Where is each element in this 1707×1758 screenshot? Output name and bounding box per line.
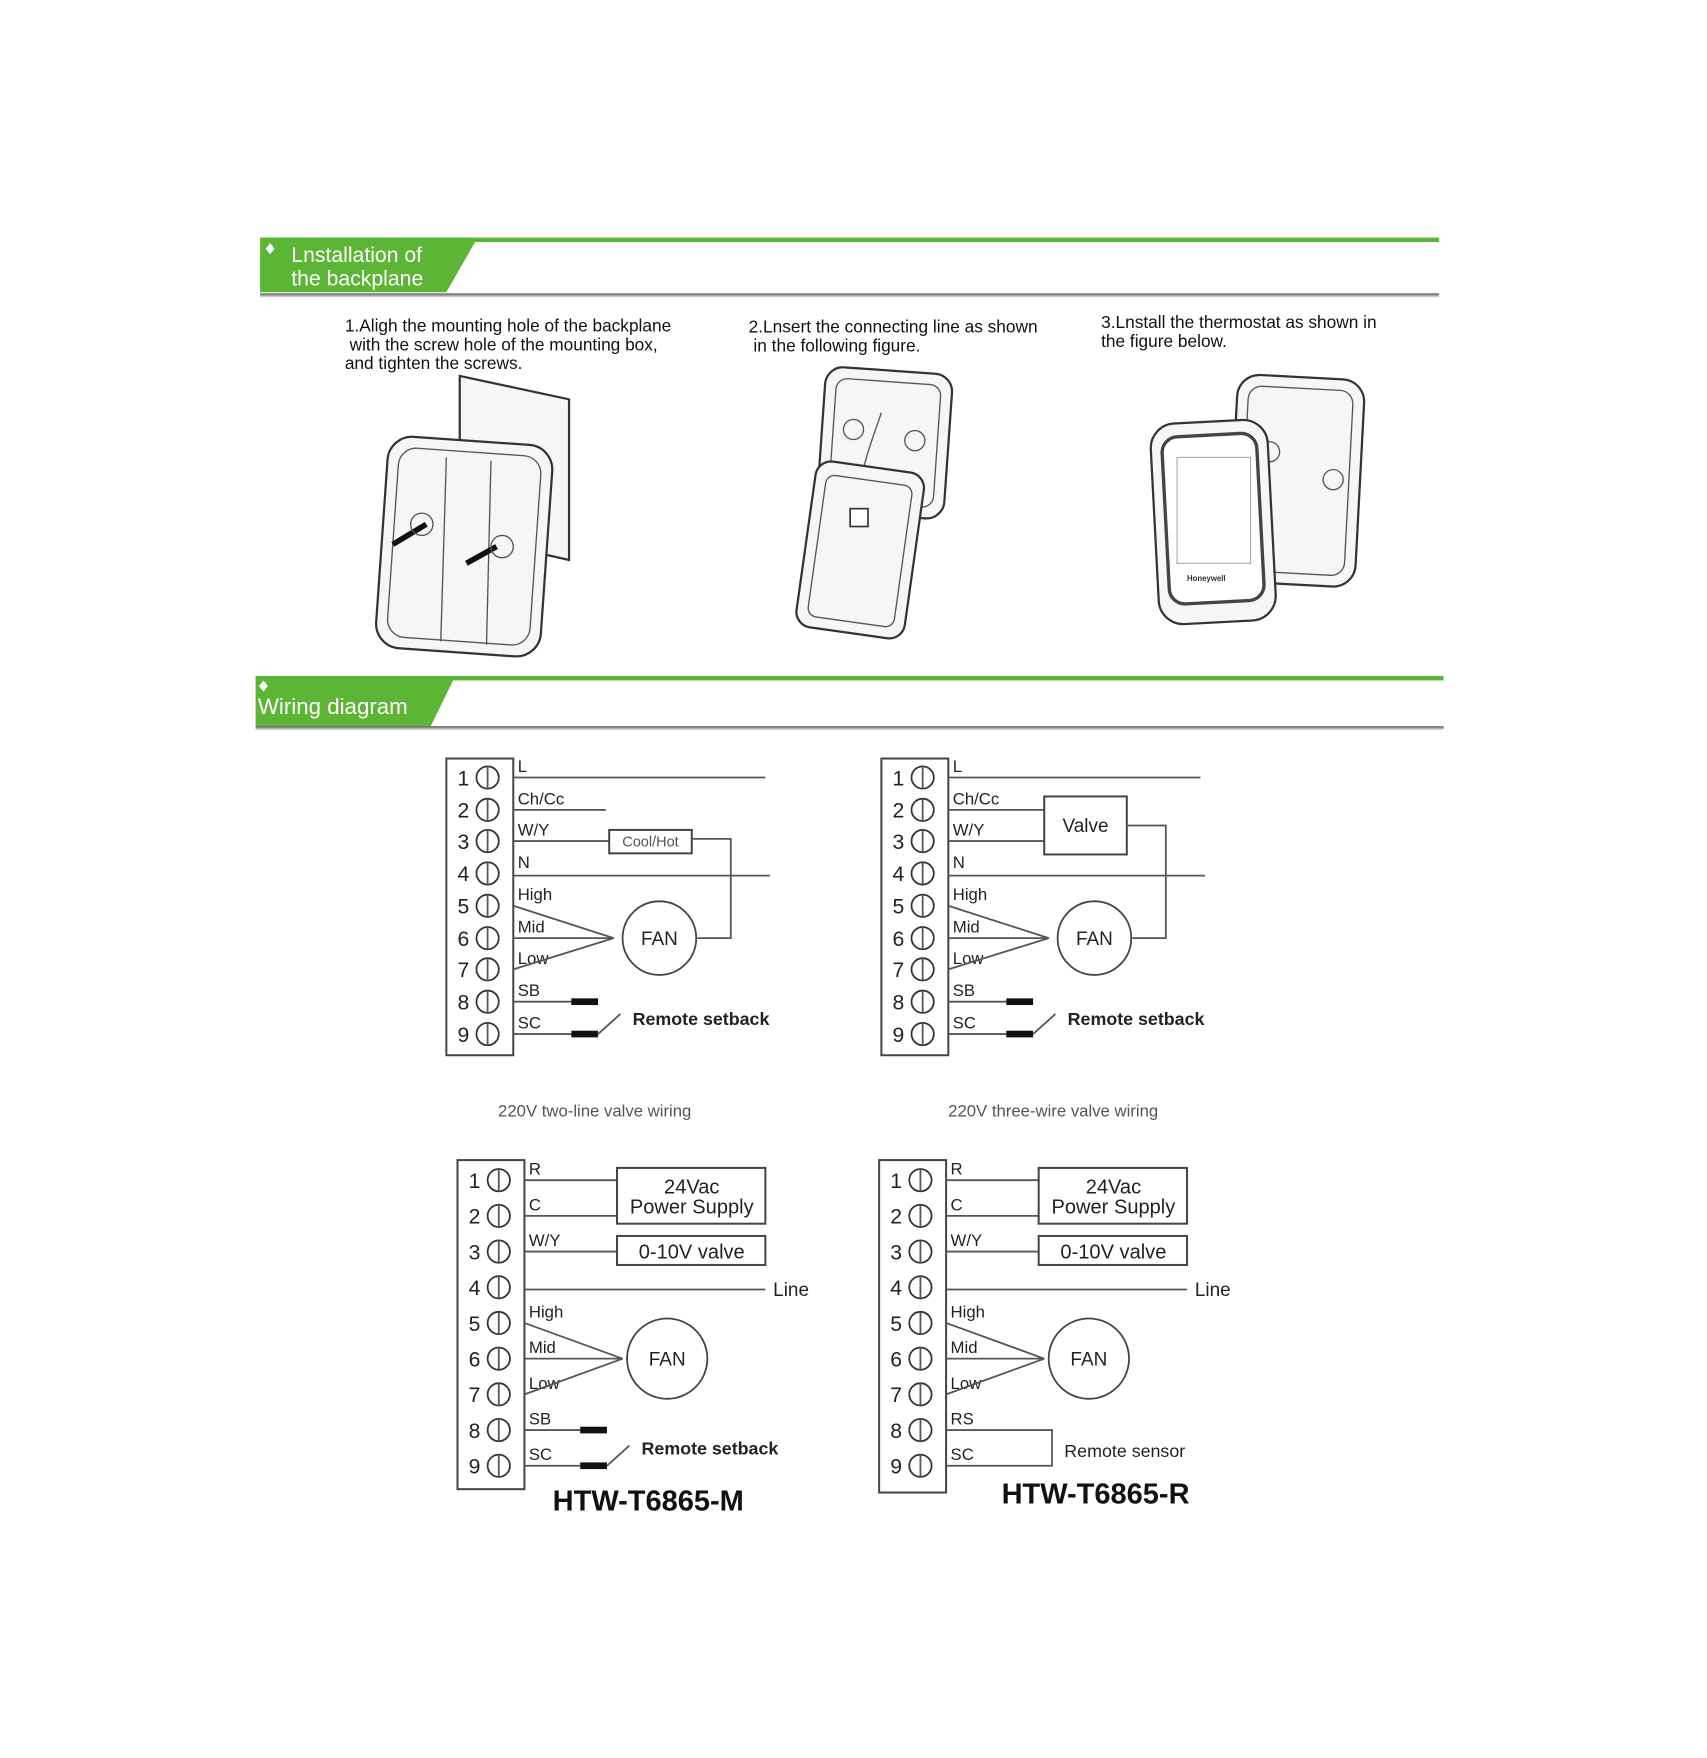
wire-label: L <box>517 756 528 776</box>
power-supply-label: 24Vac <box>664 1176 720 1199</box>
terminal-number: 3 <box>457 830 470 854</box>
terminal-number: 6 <box>457 927 470 951</box>
wire-label: RS <box>950 1409 974 1429</box>
terminal-number: 2 <box>457 799 470 823</box>
fan-label: FAN <box>648 1349 686 1371</box>
return-wire <box>692 839 731 938</box>
installation-title-line1: Lnstallation of <box>291 244 423 268</box>
terminal-number: 3 <box>892 830 905 854</box>
terminal-number: 5 <box>457 895 470 919</box>
terminal-number: 5 <box>468 1312 481 1336</box>
step-1-illustration <box>374 376 569 658</box>
terminal-number: 6 <box>468 1348 481 1372</box>
terminal-number: 4 <box>457 863 470 887</box>
step-2-text <box>749 316 1038 355</box>
wire-label: Low <box>528 1373 560 1393</box>
terminal-number: 1 <box>890 1169 903 1193</box>
remote-label: Remote setback <box>1067 1009 1205 1030</box>
terminal-number: 8 <box>468 1419 481 1443</box>
wire-label: N <box>952 852 965 872</box>
wire-label: Mid <box>517 917 545 937</box>
contact-icon <box>580 1427 607 1434</box>
diagram-caption: 220V three-wire valve wiring <box>948 1101 1159 1121</box>
terminal-number: 1 <box>457 767 470 791</box>
terminal-number: 5 <box>890 1312 903 1336</box>
wire-label: SC <box>952 1013 977 1033</box>
terminal-number: 7 <box>457 959 470 983</box>
step-text-line: and tighten the screws. <box>344 353 523 374</box>
wire-label: L <box>952 756 963 776</box>
fan-label: FAN <box>640 928 678 950</box>
cool-hot-label: Cool/Hot <box>622 834 679 851</box>
terminal-number: 3 <box>890 1241 903 1265</box>
contact-icon <box>1006 998 1033 1005</box>
power-supply-label: Power Supply <box>1051 1196 1176 1219</box>
wire-label: Low <box>517 948 549 968</box>
wiring-diagram-4 <box>879 1160 1231 1511</box>
wire-label: Ch/Cc <box>517 789 565 809</box>
wire-label: C <box>528 1195 541 1215</box>
wiring-diagram-3 <box>458 1160 810 1518</box>
line-label: Line <box>773 1280 810 1302</box>
terminal-number: 1 <box>468 1169 481 1193</box>
line-label: Line <box>1194 1280 1231 1302</box>
installation-header <box>260 238 1439 298</box>
wire-label: SB <box>952 981 976 1001</box>
wiring-diagram-1 <box>446 757 769 1121</box>
step-text-line: 2.Lnsert the connecting line as shown <box>748 316 1038 337</box>
terminal-number: 4 <box>890 1277 903 1301</box>
wire-label: Low <box>952 948 984 968</box>
brand-logo: Honeywell <box>1187 574 1226 584</box>
valve-label: Valve <box>1062 816 1109 838</box>
remote-label: Remote sensor <box>1064 1440 1186 1461</box>
wire-label: W/Y <box>952 820 985 840</box>
wire-label: SB <box>517 981 541 1001</box>
contact-icon <box>571 1031 598 1038</box>
wire-label: Ch/Cc <box>952 789 1000 809</box>
step-3-text <box>1101 312 1376 351</box>
wire-label: High <box>950 1302 985 1322</box>
wiring-diagram-2 <box>881 757 1204 1121</box>
remote-label: Remote setback <box>632 1009 770 1030</box>
wire-label: Mid <box>528 1338 556 1358</box>
valve-label: 0-10V valve <box>1060 1241 1167 1264</box>
power-supply-label: 24Vac <box>1085 1176 1142 1199</box>
wire-label: C <box>950 1195 963 1215</box>
step-text-line: 3.Lnstall the thermostat as shown in <box>1101 311 1377 332</box>
remote-label: Remote setback <box>641 1438 779 1459</box>
terminal-number: 7 <box>890 1384 903 1408</box>
contact-icon <box>1006 1031 1033 1038</box>
wire-label: SC <box>517 1013 541 1033</box>
terminal-number: 9 <box>457 1023 470 1047</box>
contact-icon <box>571 998 598 1005</box>
wire-label: R <box>950 1159 963 1179</box>
terminal-number: 9 <box>892 1023 905 1047</box>
wire-label: N <box>517 852 530 872</box>
terminal-number: 3 <box>468 1241 481 1265</box>
wire-label: Low <box>950 1373 982 1393</box>
step-1-text <box>345 315 671 373</box>
terminal-number: 2 <box>468 1205 481 1229</box>
valve-label: 0-10V valve <box>638 1241 745 1264</box>
switch-blade <box>607 1446 629 1466</box>
contact-icon <box>580 1462 607 1469</box>
wire-label: R <box>528 1159 541 1179</box>
power-supply-label: Power Supply <box>629 1196 754 1219</box>
header-divider <box>256 726 1444 730</box>
wire-label: SC <box>950 1445 974 1465</box>
terminal-number: 7 <box>468 1384 481 1408</box>
wire-label: High <box>528 1302 564 1322</box>
step-3-illustration <box>1150 374 1366 625</box>
switch-blade <box>1033 1014 1055 1034</box>
terminal-number: 8 <box>457 991 470 1015</box>
wire-label: High <box>517 885 553 905</box>
terminal-number: 5 <box>892 895 905 919</box>
wire-label: SC <box>528 1445 553 1465</box>
terminal-number: 2 <box>890 1205 903 1229</box>
terminal-number: 6 <box>892 927 905 951</box>
fan-label: FAN <box>1070 1349 1108 1371</box>
terminal-number: 9 <box>468 1455 481 1479</box>
wire-label: SB <box>528 1409 552 1429</box>
model-name: HTW-T6865-R <box>1001 1478 1190 1511</box>
wire-label: Mid <box>952 917 980 937</box>
wire-label: W/Y <box>528 1230 561 1250</box>
diagram-caption: 220V two-line valve wiring <box>498 1101 692 1121</box>
switch-blade <box>598 1014 620 1034</box>
terminal-number: 7 <box>892 959 905 983</box>
wire-label: High <box>952 885 988 905</box>
terminal-number: 4 <box>892 863 905 887</box>
terminal-number: 6 <box>890 1348 903 1372</box>
step-text-line: with the screw hole of the mounting box, <box>344 334 658 355</box>
terminal-number: 1 <box>892 767 905 791</box>
step-text-line: in the following figure. <box>748 335 921 356</box>
wiring-title: Wiring diagram <box>257 693 408 719</box>
terminal-number: 2 <box>892 799 905 823</box>
return-wire <box>1127 825 1166 938</box>
step-text-line: the figure below. <box>1101 330 1227 351</box>
wire-label: W/Y <box>517 820 550 840</box>
wiring-header <box>256 676 1444 731</box>
wire-label: W/Y <box>950 1230 983 1250</box>
terminal-number: 4 <box>468 1277 481 1301</box>
installation-title-line2: the backplane <box>291 267 424 291</box>
terminal-number: 9 <box>890 1455 903 1479</box>
step-2-illustration <box>794 366 953 640</box>
model-name: HTW-T6865-M <box>552 1485 744 1518</box>
terminal-number: 8 <box>892 991 905 1015</box>
header-divider <box>260 293 1439 297</box>
fan-label: FAN <box>1076 928 1113 950</box>
terminal-number: 8 <box>890 1419 903 1443</box>
step-text-line: 1.Aligh the mounting hole of the backplane <box>344 315 672 336</box>
wire-label: Mid <box>950 1338 978 1358</box>
